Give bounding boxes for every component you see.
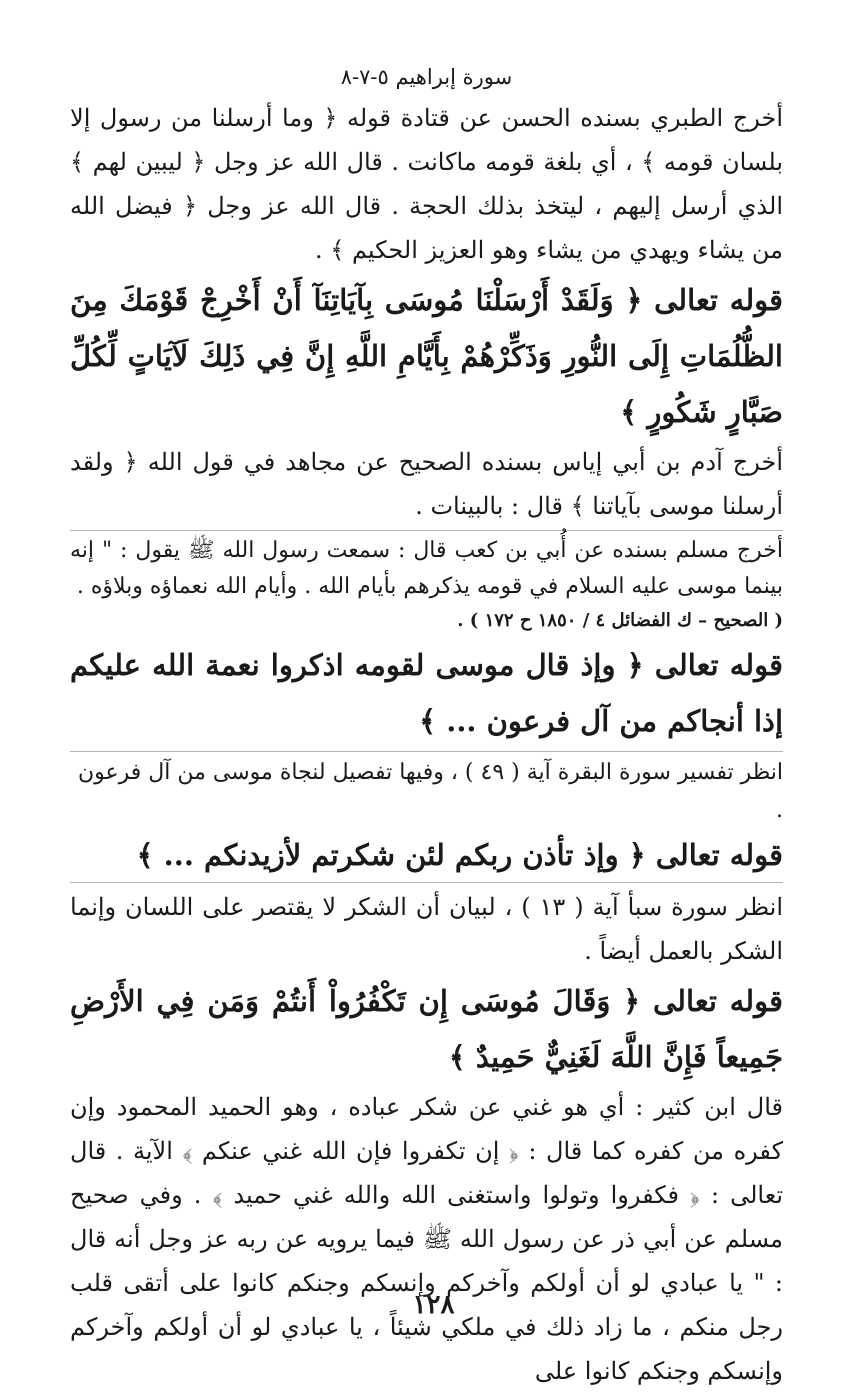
- note-baqara-reference: انظر تفسير سورة البقرة آية ( ٤٩ ) ، وفيها تفصيل لنجاة موسى من آل فرعون .: [78, 760, 783, 823]
- divider: [70, 882, 783, 883]
- paragraph-ibn-kathir: قال ابن كثير : أي هو غني عن شكر عباده ، وهو الحميد المحمود وإن كفره من كفره كما قال : ﴿ إن تكفروا فإن الله غني عنكم ﴾ الآية . قال تعالى : ﴿ فكفروا وتولوا واستغنى الله والله غني حميد ﴾ . وفي صحيح مسلم عن أبي ذر عن رسول الله ﷺ فيما يرويه عن ربه عز وجل أنه قال : " يا عبادي لو أن أولكم وآخركم وإنسكم وجنكم كانوا على أتقى قلب رجل منكم ، ما زاد ذلك في ملكي شيئاً ، يا عبادي لو أن أولكم وآخركم وإنسكم وجنكم كانوا على: [70, 1093, 783, 1385]
- paragraph-saba-reference: انظر سورة سبأ آية ( ١٣ ) ، لبيان أن الشكر لا يقتصر على اللسان وإنما الشكر بالعمل أيضاً .: [70, 893, 783, 965]
- verse-heading-najat: قوله تعالى ﴿ وإذ قال موسى لقومه اذكروا نعمة الله عليكم إذا أنجاكم من آل فرعون ... ﴾: [70, 648, 783, 738]
- verse-heading-ghani-hamid: قوله تعالى ﴿ وَقَالَ مُوسَى إِن تَكْفُرُواْ أَنتُمْ وَمَن فِي الأَرْضِ جَمِيعاً فَإِنَّ اللَّهَ لَغَنِيٌّ حَمِيدٌ ﴾: [70, 984, 783, 1074]
- divider: [70, 751, 783, 752]
- paragraph-mujahid-narration: أخرج آدم بن أبي إياس بسنده الصحيح عن مجاهد في قول الله ﴿ ولقد أرسلنا موسى بآياتنا ﴾ قال : بالبينات .: [70, 448, 783, 520]
- paragraph-tabari-narration: أخرج الطبري بسنده الحسن عن قتادة قوله ﴿ وما أرسلنا من رسول إلا بلسان قومه ﴾ ، أي بلغة قومه ماكانت . قال الله عز وجل ﴿ ليبين لهم ﴾ الذي أرسل إليهم ، ليتخذ بذلك الحجة . قال الله عز وجل ﴿ فيضل الله من يشاء ويهدي من يشاء وهو العزيز الحكيم ﴾ .: [70, 104, 783, 264]
- verse-heading-musa-ayat: قوله تعالى ﴿ وَلَقَدْ أَرْسَلْنَا مُوسَى بِآيَاتِنَآ أَنْ أَخْرِجْ قَوْمَكَ مِنَ الظُّلُمَاتِ إِلَى النُّورِ وَذَكِّرْهُمْ بِأَيَّامِ اللَّهِ إِنَّ فِي ذَلِكَ لَآيَاتٍ لِّكُلِّ صَبَّارٍ شَكُورٍ ﴾: [70, 283, 783, 429]
- hadith-muslim-ubayy: أخرج مسلم بسنده عن أُبي بن كعب قال : سمعت رسول الله ﷺ يقول : " إنه بينما موسى عليه السلام في قومه يذكرهم بأيام الله . وأيام الله نعماؤه وبلاؤه .: [70, 538, 783, 599]
- page-number: ١٢٨: [412, 1290, 455, 1320]
- verse-heading-shukr: قوله تعالى ﴿ وإذ تأذن ربكم لئن شكرتم لأزيدنكم ... ﴾: [136, 838, 783, 872]
- source-citation: ( الصحيح – ك الفضائل ٤ / ١٨٥٠ ح ١٧٢ ) .: [457, 610, 783, 631]
- running-header: سورة إبراهيم ٥-٧-٨: [340, 65, 513, 89]
- divider: [70, 530, 783, 531]
